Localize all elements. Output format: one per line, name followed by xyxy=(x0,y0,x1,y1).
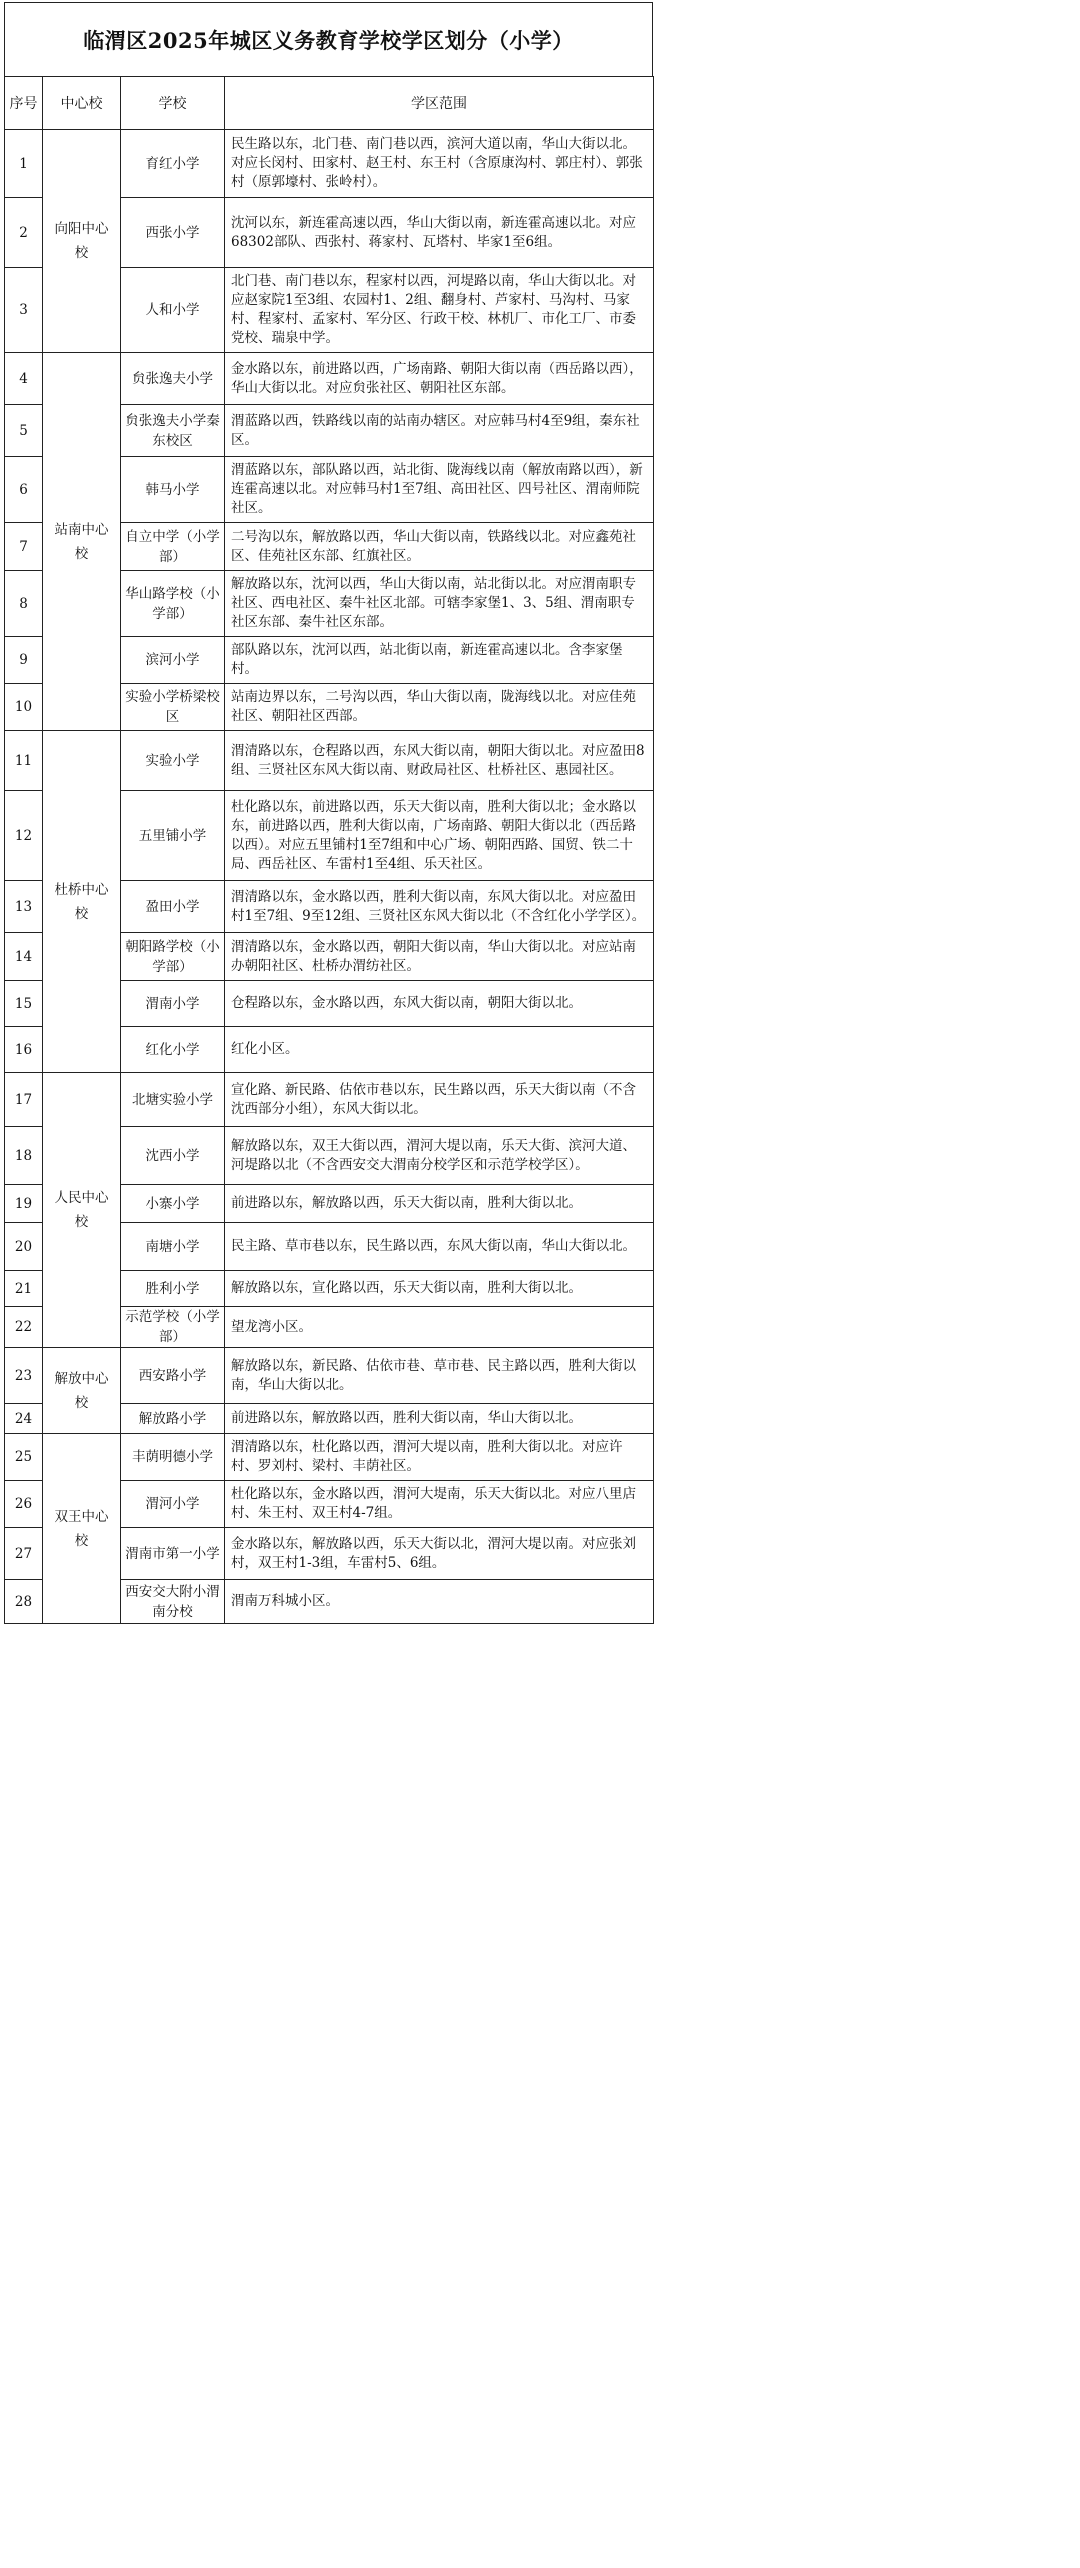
school-cell: 实验小学 xyxy=(121,731,225,791)
range-cell: 宣化路、新民路、估依市巷以东，民生路以西，乐天大街以南（不含沈西部分小组），东风大街以北。 xyxy=(225,1073,654,1127)
range-cell: 站南边界以东，二号沟以西，华山大街以南，陇海线以北。对应佳苑社区、朝阳社区西部。 xyxy=(225,684,654,731)
range-cell: 解放路以东，宣化路以西，乐天大街以南，胜利大街以北。 xyxy=(225,1271,654,1307)
school-cell: 西张小学 xyxy=(121,198,225,268)
center-name: 站南中心校 xyxy=(54,521,109,562)
center-cell xyxy=(43,1073,121,1348)
row-num: 18 xyxy=(5,1127,43,1185)
row-num: 21 xyxy=(5,1271,43,1307)
row-num: 5 xyxy=(5,405,43,457)
row-num: 17 xyxy=(5,1073,43,1127)
center-name: 杜桥中心校 xyxy=(54,881,109,922)
range-cell: 解放路以东，双王大街以西，渭河大堤以南，乐天大街、滨河大道、河堤路以北（不含西安交大渭南分校学区和示范学校学区）。 xyxy=(225,1127,654,1185)
school-cell: 渭南小学 xyxy=(121,981,225,1027)
school-cell: 盈田小学 xyxy=(121,881,225,933)
school-cell: 贠张逸夫小学 xyxy=(121,353,225,405)
table-row xyxy=(5,1348,654,1404)
range-cell: 杜化路以东，前进路以西，乐天大街以南，胜利大街以北；金水路以东，前进路以西，胜利大街以南，广场南路、朝阳大街以北（西岳路以西）。对应五里铺村1至7组和中心广场、朝阳西路、国贸、铁二十局、西岳社区、车雷村1至4组、乐天社区。 xyxy=(225,791,654,881)
row-num: 7 xyxy=(5,523,43,571)
range-cell: 渭蓝路以西，铁路线以南的站南办辖区。对应韩马村4至9组，秦东社区。 xyxy=(225,405,654,457)
header-center: 中心校 xyxy=(43,77,121,130)
range-cell: 民生路以东，北门巷、南门巷以西，滨河大道以南，华山大街以北。对应长闵村、田家村、赵王村、东王村（含原康沟村、郭庄村）、郭张村（原郭壕村、张岭村）。 xyxy=(225,130,654,198)
range-cell: 仓程路以东，金水路以西，东风大街以南，朝阳大街以北。 xyxy=(225,981,654,1027)
range-cell: 前进路以东，解放路以西，乐天大街以南，胜利大街以北。 xyxy=(225,1185,654,1223)
school-cell: 育红小学 xyxy=(121,130,225,198)
row-num: 25 xyxy=(5,1434,43,1481)
row-num: 14 xyxy=(5,933,43,981)
school-cell: 韩马小学 xyxy=(121,457,225,523)
range-cell: 解放路以东，新民路、估依市巷、草市巷、民主路以西，胜利大街以南，华山大街以北。 xyxy=(225,1348,654,1404)
range-cell: 杜化路以东，金水路以西，渭河大堤南，乐天大街以北。对应八里店村、朱王村、双王村4-7组。 xyxy=(225,1481,654,1528)
center-name: 双王中心校 xyxy=(54,1508,109,1549)
table-header-row xyxy=(5,77,654,130)
row-num: 20 xyxy=(5,1223,43,1271)
school-cell: 贠张逸夫小学秦东校区 xyxy=(121,405,225,457)
row-num: 24 xyxy=(5,1404,43,1434)
row-num: 6 xyxy=(5,457,43,523)
school-cell: 渭南市第一小学 xyxy=(121,1528,225,1580)
range-cell: 北门巷、南门巷以东，程家村以西，河堤路以南，华山大街以北。对应赵家院1至3组、农园村1、2组、翻身村、芦家村、马沟村、马家村、程家村、孟家村、军分区、行政干校、林机厂、市化工厂、市委党校、瑞泉中学。 xyxy=(225,268,654,353)
school-cell: 北塘实验小学 xyxy=(121,1073,225,1127)
range-cell: 前进路以东，解放路以西，胜利大街以南，华山大街以北。 xyxy=(225,1404,654,1434)
school-cell: 华山路学校（小学部） xyxy=(121,571,225,637)
row-num: 12 xyxy=(5,791,43,881)
range-cell: 金水路以东，前进路以西，广场南路、朝阳大街以南（西岳路以西），华山大街以北。对应贠张社区、朝阳社区东部。 xyxy=(225,353,654,405)
row-num: 10 xyxy=(5,684,43,731)
range-cell: 渭清路以东，金水路以西，胜利大街以南，东风大街以北。对应盈田村1至7组、9至12组、三贤社区东风大街以北（不含红化小学学区）。 xyxy=(225,881,654,933)
center-name: 向阳中心校 xyxy=(54,221,109,261)
range-cell: 金水路以东，解放路以西，乐天大街以北，渭河大堤以南。对应张刘村，双王村1-3组，车雷村5、6组。 xyxy=(225,1528,654,1580)
row-num: 19 xyxy=(5,1185,43,1223)
range-cell: 沈河以东，新连霍高速以西，华山大街以南，新连霍高速以北。对应68302部队、西张村、蒋家村、瓦塔村、毕家1至6组。 xyxy=(225,198,654,268)
row-num: 11 xyxy=(5,731,43,791)
school-cell: 胜利小学 xyxy=(121,1271,225,1307)
table-row xyxy=(5,353,654,405)
center-cell xyxy=(43,1348,121,1434)
school-cell: 滨河小学 xyxy=(121,637,225,684)
school-cell: 西安路小学 xyxy=(121,1348,225,1404)
school-cell: 自立中学（小学部） xyxy=(121,523,225,571)
row-num: 13 xyxy=(5,881,43,933)
school-cell: 示范学校（小学部） xyxy=(121,1307,225,1348)
table-row xyxy=(5,1434,654,1481)
row-num: 1 xyxy=(5,130,43,198)
school-cell: 渭河小学 xyxy=(121,1481,225,1528)
range-cell: 部队路以东，沈河以西，站北街以南，新连霍高速以北。含李家堡村。 xyxy=(225,637,654,684)
table-row xyxy=(5,731,654,791)
school-cell: 丰荫明德小学 xyxy=(121,1434,225,1481)
row-num: 3 xyxy=(5,268,43,353)
header-num: 序号 xyxy=(5,77,43,130)
row-num: 15 xyxy=(5,981,43,1027)
school-cell: 红化小学 xyxy=(121,1027,225,1073)
row-num: 27 xyxy=(5,1528,43,1580)
header-range: 学区范围 xyxy=(225,77,654,130)
school-cell: 沈西小学 xyxy=(121,1127,225,1185)
row-num: 4 xyxy=(5,353,43,405)
range-cell: 红化小区。 xyxy=(225,1027,654,1073)
center-cell xyxy=(43,353,121,731)
school-cell: 五里铺小学 xyxy=(121,791,225,881)
school-cell: 实验小学桥梁校区 xyxy=(121,684,225,731)
range-cell: 望龙湾小区。 xyxy=(225,1307,654,1348)
row-num: 8 xyxy=(5,571,43,637)
range-cell: 渭清路以东，仓程路以西，东风大街以南，朝阳大街以北。对应盈田8组、三贤社区东风大街以南、财政局社区、杜桥社区、惠园社区。 xyxy=(225,731,654,791)
range-cell: 渭清路以东，杜化路以西，渭河大堤以南，胜利大街以北。对应许村、罗刘村、梁村、丰荫社区。 xyxy=(225,1434,654,1481)
range-cell: 二号沟以东，解放路以西，华山大街以南，铁路线以北。对应鑫苑社区、佳苑社区东部、红旗社区。 xyxy=(225,523,654,571)
row-num: 22 xyxy=(5,1307,43,1348)
range-cell: 渭南万科城小区。 xyxy=(225,1580,654,1624)
row-num: 26 xyxy=(5,1481,43,1528)
center-cell xyxy=(43,130,121,353)
center-name: 人民中心校 xyxy=(54,1190,109,1230)
center-cell xyxy=(43,731,121,1073)
school-cell: 解放路小学 xyxy=(121,1404,225,1434)
school-cell: 南塘小学 xyxy=(121,1223,225,1271)
row-num: 16 xyxy=(5,1027,43,1073)
school-cell: 西安交大附小渭南分校 xyxy=(121,1580,225,1624)
header-school: 学校 xyxy=(121,77,225,130)
row-num: 9 xyxy=(5,637,43,684)
school-cell: 人和小学 xyxy=(121,268,225,353)
range-cell: 民主路、草市巷以东，民生路以西，东风大街以南，华山大街以北。 xyxy=(225,1223,654,1271)
document-title: 临渭区2025年城区义务教育学校学区划分（小学） xyxy=(4,2,653,76)
school-cell: 朝阳路学校（小学部） xyxy=(121,933,225,981)
range-cell: 渭蓝路以东，部队路以西，站北街、陇海线以南（解放南路以西），新连霍高速以北。对应韩马村1至7组、高田社区、四号社区、渭南师院社区。 xyxy=(225,457,654,523)
table-row xyxy=(5,1073,654,1127)
range-cell: 解放路以东，沈河以西，华山大街以南，站北街以北。对应渭南职专社区、西电社区、秦牛社区北部。可辖李家堡1、3、5组、渭南职专社区东部、秦牛社区东部。 xyxy=(225,571,654,637)
school-district-table xyxy=(4,76,654,1624)
row-num: 2 xyxy=(5,198,43,268)
school-cell: 小寨小学 xyxy=(121,1185,225,1223)
range-cell: 渭清路以东，金水路以西，朝阳大街以南，华山大街以北。对应站南办朝阳社区、杜桥办渭纺社区。 xyxy=(225,933,654,981)
row-num: 23 xyxy=(5,1348,43,1404)
table-row xyxy=(5,130,654,198)
center-cell xyxy=(43,1434,121,1624)
row-num: 28 xyxy=(5,1580,43,1624)
center-name: 解放中心校 xyxy=(54,1370,109,1411)
